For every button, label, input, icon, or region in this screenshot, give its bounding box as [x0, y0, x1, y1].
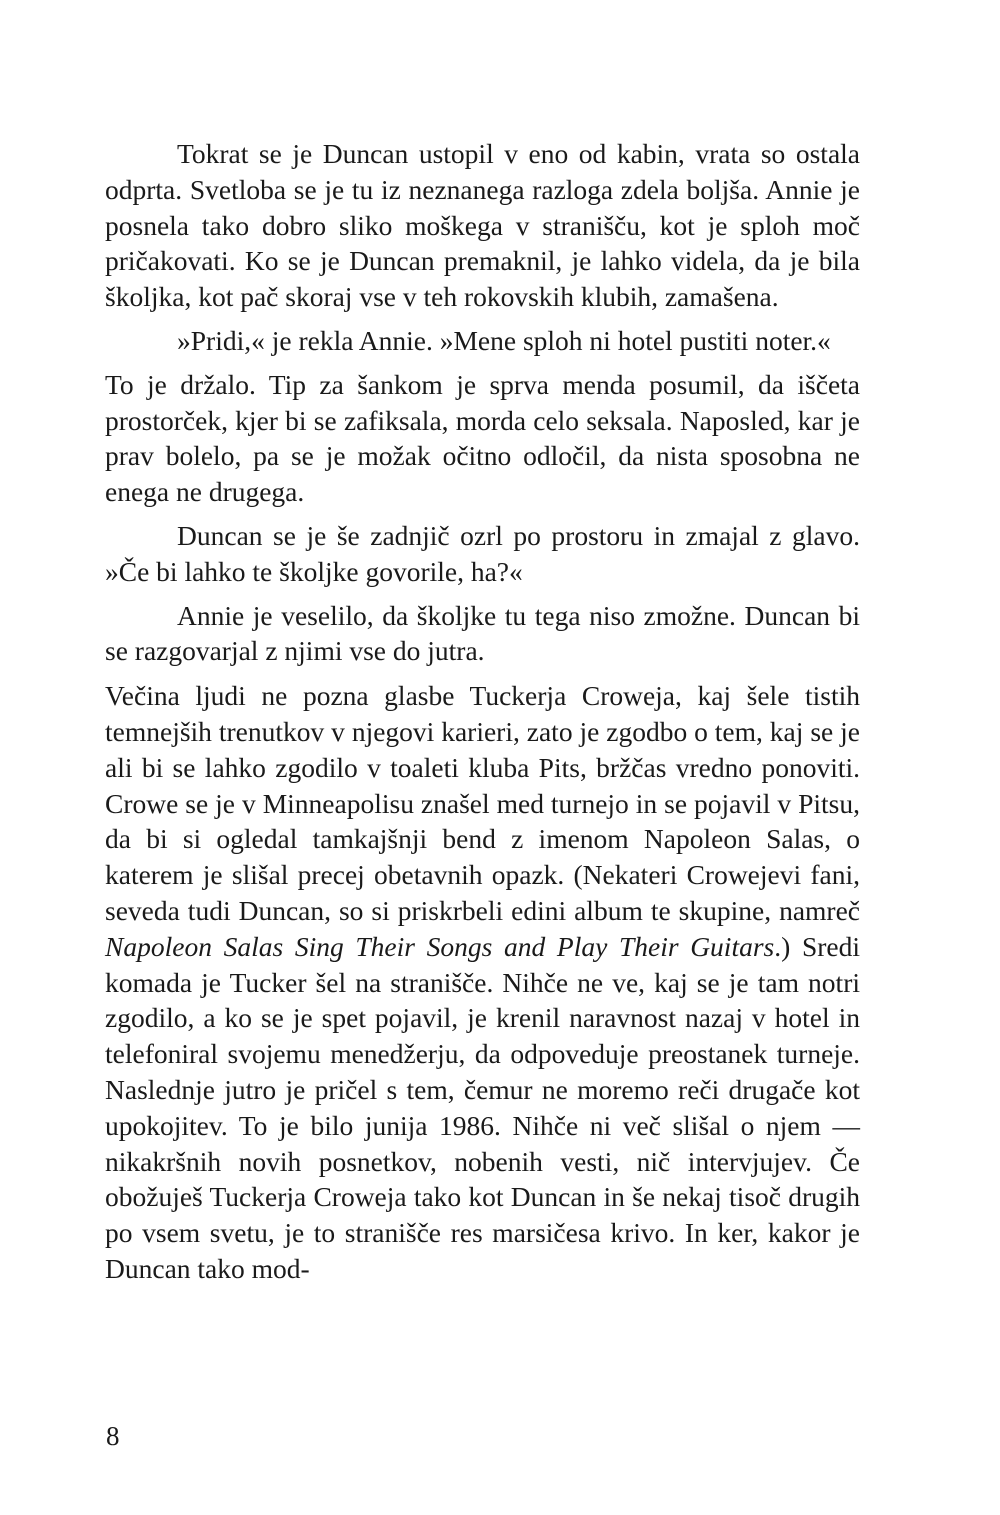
paragraph-6	[105, 678, 860, 1287]
paragraph-2: »Pridi,« je rekla Annie. »Mene sploh ni hotel pustiti noter.«	[177, 324, 831, 356]
page-body	[105, 136, 860, 1287]
album-title: Napoleon Salas Sing Their Songs and Play Their Guitars	[105, 930, 775, 962]
paragraph-6-text-before: Večina ljudi ne pozna glasbe Tuckerja Croweja, kaj šele tistih temnejših trenutkov v njegovi karieri, zato je zgodbo o tem, kaj se je ali bi se lahko zgodilo v toaleti kluba Pits, bržčas vredno ponoviti. Crowe se je v Minneapolisu znašel med turnejo in se pojavil v Pitsu, da bi si ogledal tamkajšnji bend z imenom Napoleon Salas, o katerem je slišal precej obetavnih opazk. (Nekateri Crowejevi fani, seveda tudi Duncan, so si priskrbeli edini album te skupine, namreč	[105, 680, 860, 926]
paragraph-4: Duncan se je še zadnjič ozrl po prostoru in zmajal z glavo. »Če bi lahko te školjke govorile, ha?«	[105, 519, 860, 587]
paragraph-5: Annie je veselilo, da školjke tu tega niso zmožne. Duncan bi se razgovarjal z njimi vse do jutra.	[105, 599, 860, 667]
page-number: 8	[106, 1421, 120, 1451]
paragraph-3: To je držalo. Tip za šankom je sprva menda posumil, da iščeta prostorček, kjer bi se zafiksala, morda celo seksala. Naposled, kar je prav bolelo, pa se je možak očitno odločil, da nista sposobna ne enega ne drugega.	[105, 368, 860, 508]
paragraph-6-text-after: .) Sredi komada je Tucker šel na stranišče. Nihče ne ve, kaj se je tam notri zgodilo, a ko se je spet pojavil, je krenil naravnost nazaj v hotel in telefoniral svojemu menedžerju, da odpoveduje preostanek turneje. Naslednje jutro je pričel s tem, čemur ne moremo reči drugače kot upokojitev. To je bilo junija 1986. Nihče ni več slišal o njem — nikakršnih novih posnetkov, nobenih vesti, nič intervjujev. Če obožuješ Tuckerja Croweja tako kot Duncan in še nekaj tisoč drugih po vsem svetu, je to stranišče res marsičesa krivo. In ker, kakor je Duncan tako mod-	[105, 930, 860, 1284]
paragraph-1: Tokrat se je Duncan ustopil v eno od kabin, vrata so ostala odprta. Svetloba se je tu iz neznanega razloga zdela boljša. Annie je posnela tako dobro sliko moškega v stranišču, kot je sploh moč pričakovati. Ko se je Duncan premaknil, je lahko videla, da je bila školjka, kot pač skoraj vse v teh rokovskih klubih, zamašena.	[105, 138, 860, 313]
